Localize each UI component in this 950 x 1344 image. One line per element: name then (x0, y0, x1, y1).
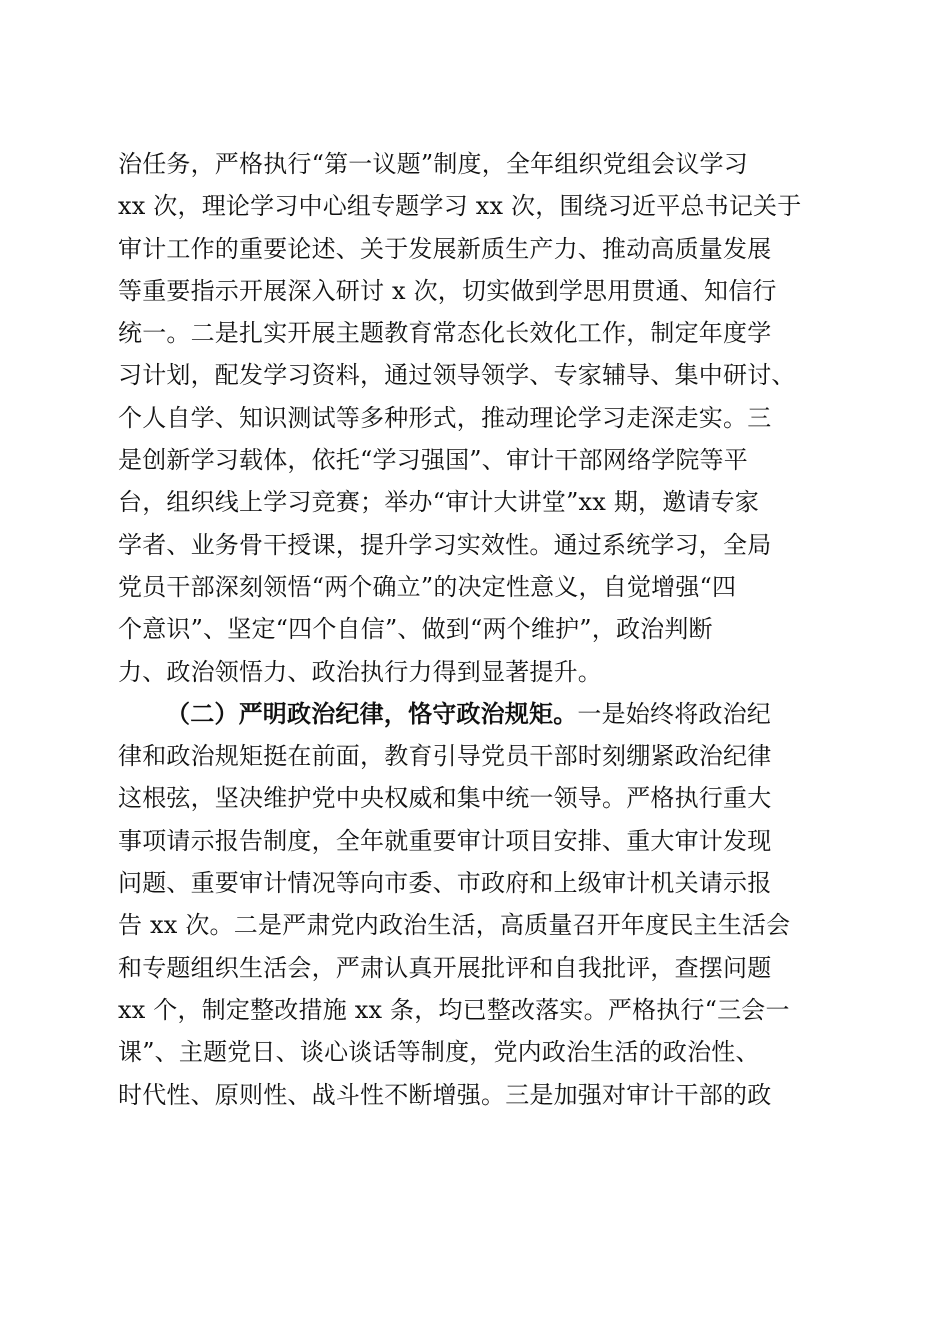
section-first-line-text: 一是始终将政治纪 (577, 699, 772, 728)
text-line: 个意识”、坚定“四个自信”、做到“两个维护”，政治判断 (118, 615, 713, 644)
text-line: 台，组织线上学习竞赛；举办“审计大讲堂”xx 期，邀请专家 (118, 488, 760, 517)
text-line: xx 次，理论学习中心组专题学习 xx 次，围绕习近平总书记关于 (118, 192, 802, 221)
text-line: 治任务，严格执行“第一议题”制度，全年组织党组会议学习 (118, 150, 748, 178)
text-line: 问题、重要审计情况等向市委、市政府和上级审计机关请示报 (118, 869, 772, 898)
text-line: xx 个，制定整改措施 xx 条，均已整改落实。严格执行“三会一 (118, 995, 790, 1024)
text-line: 这根弦，坚决维护党中央权威和集中统一领导。严格执行重大 (118, 784, 772, 813)
text-line: 和专题组织生活会，严肃认真开展批评和自我批评，查摆问题 (118, 953, 772, 982)
section-heading-line (118, 693, 838, 735)
section-heading: （二）严明政治纪律，恪守政治规矩。 (166, 698, 578, 728)
text-line: 统一。二是扎实开展主题教育常态化长效化工作，制定年度学 (118, 319, 772, 348)
text-line: 告 xx 次。二是严肃党内政治生活，高质量召开年度民主生活会 (118, 911, 791, 940)
text-line: 审计工作的重要论述、关于发展新质生产力、推动高质量发展 (118, 234, 772, 263)
text-line: 时代性、原则性、战斗性不断增强。三是加强对审计干部的政 (118, 1080, 772, 1109)
text-line: 是创新学习载体，依托“学习强国”、审计干部网络学院等平 (118, 446, 748, 475)
text-line: 课”、主题党日、谈心谈话等制度，党内政治生活的政治性、 (118, 1038, 760, 1067)
text-line: 党员干部深刻领悟“两个确立”的决定性意义，自觉增强“四 (118, 572, 737, 601)
text-line: 等重要指示开展深入研讨 x 次，切实做到学思用贯通、知信行 (118, 276, 777, 305)
text-line: 律和政治规矩挺在前面，教育引导党员干部时刻绷紧政治纪律 (118, 742, 772, 771)
text-line: 习计划，配发学习资料，通过领导领学、专家辅导、集中研讨、 (118, 361, 796, 390)
document-body (118, 143, 838, 1116)
text-line: 事项请示报告制度，全年就重要审计项目安排、重大审计发现 (118, 826, 772, 855)
text-line: 力、政治领悟力、政治执行力得到显著提升。 (118, 657, 602, 686)
text-line: 学者、业务骨干授课，提升学习实效性。通过系统学习，全局 (118, 530, 772, 559)
text-line: 个人自学、知识测试等多种形式，推动理论学习走深走实。三 (118, 403, 772, 432)
